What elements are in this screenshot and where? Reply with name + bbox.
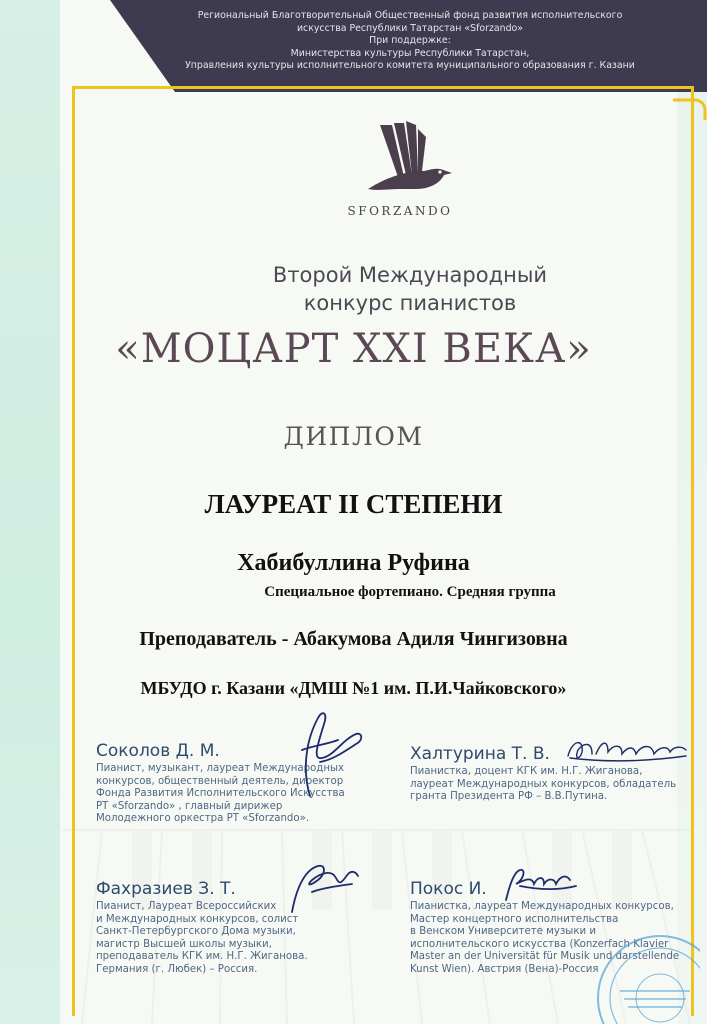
official-stamp — [590, 928, 700, 1024]
award-title: ЛАУРЕАТ II СТЕПЕНИ — [204, 489, 503, 519]
logo-text: SFORZANDO — [347, 204, 453, 218]
jury-desc-line: гранта Президента РФ – В.В.Путина. — [410, 791, 608, 802]
diploma-heading: ДИПЛОМ — [283, 422, 424, 451]
jury-desc-line: Молодежного оркестра РТ «Sforzando». — [96, 813, 310, 824]
jury-description — [96, 901, 308, 976]
jury-desc-line: РТ «Sforzando» , главный дирижер — [96, 800, 283, 812]
header-line: Министерства культуры Республики Татарстан, — [290, 47, 530, 59]
header-line: Управления культуры исполнительного комитета муниципального образования г. Казани — [185, 60, 635, 72]
school: МБУДО г. Казани «ДМШ №1 им. П.И.Чайковского» — [140, 678, 567, 698]
header-line: искусства Республики Татарстан «Sforzando» — [296, 22, 524, 34]
teacher: Преподаватель - Абакумова Адиля Чингизовна — [139, 628, 568, 650]
jury-desc-line: лауреат Международных конкурсов, обладатель — [410, 778, 677, 790]
jury-description — [410, 766, 676, 804]
jury-desc-line: в Венском Университете музыки и — [410, 926, 596, 937]
signature-fakhraziev — [282, 856, 362, 916]
jury-desc-line: Фонда Развития Исполнительского Искусства — [96, 788, 345, 799]
jury-desc-line: исполнительского искусства (Konzerfach Klavier — [410, 938, 669, 950]
gold-frame-corner — [673, 92, 707, 120]
jury-desc-line: Пианист, Лауреат Всероссийских — [96, 901, 277, 912]
jury-desc-line: Германия (г. Любек) – Россия. — [96, 963, 258, 975]
jury-desc-line: магистр Высшей школы музыки, — [96, 938, 272, 950]
jury-desc-line: Master an der Universität für Musik und darstellende — [410, 951, 680, 962]
category: Специальное фортепиано. Средняя группа — [264, 584, 556, 600]
competition-title-line-1: Второй Международный — [272, 263, 548, 287]
organizer-header — [120, 10, 700, 73]
jury-name: Соколов Д. М. — [96, 741, 220, 761]
jury-desc-line: Санкт-Петербургского Дома музыки, — [96, 926, 296, 937]
jury-desc-line: Пианист, музыкант, лауреат Международных — [96, 763, 345, 774]
jury-desc-line: Мастер концертного исполнительства — [410, 913, 619, 925]
competition-title-line-2: конкурс пианистов — [303, 291, 517, 315]
jury-desc-line: Kunst Wien). Австрия (Вена)-Россия — [410, 963, 599, 975]
competition-subtitle — [170, 261, 650, 317]
jury-name: Фахразиев З. Т. — [96, 879, 236, 899]
competition-name: «МОЦАРТ XXI ВЕКА» — [115, 326, 592, 372]
signature-pokos — [500, 864, 580, 904]
jury-member-fakhraziev — [96, 879, 308, 976]
header-line: При поддержке: — [369, 35, 451, 47]
signature-sokolov — [272, 700, 372, 800]
jury-name: Халтурина Т. В. — [410, 744, 550, 764]
jury-desc-line: преподаватель КГК им. Н.Г. Жиганова. — [96, 951, 308, 962]
header-line: Региональный Благотворительный Общественный фонд развития исполнительского — [197, 10, 623, 21]
jury-desc-line: и Международных конкурсов, солист — [96, 913, 299, 925]
participant-name: Хабибуллина Руфина — [237, 550, 470, 576]
jury-desc-line: конкурсов, общественный деятель, директор — [96, 775, 344, 787]
signature-khalturina — [562, 732, 692, 768]
jury-name: Покос И. — [410, 879, 487, 899]
jury-desc-line: Пианистка, лауреат Международных конкурсов, — [410, 901, 674, 912]
jury-desc-line: Пианистка, доцент КГК им. Н.Г. Жиганова, — [410, 766, 643, 777]
bird-piano-logo-icon — [360, 115, 460, 205]
